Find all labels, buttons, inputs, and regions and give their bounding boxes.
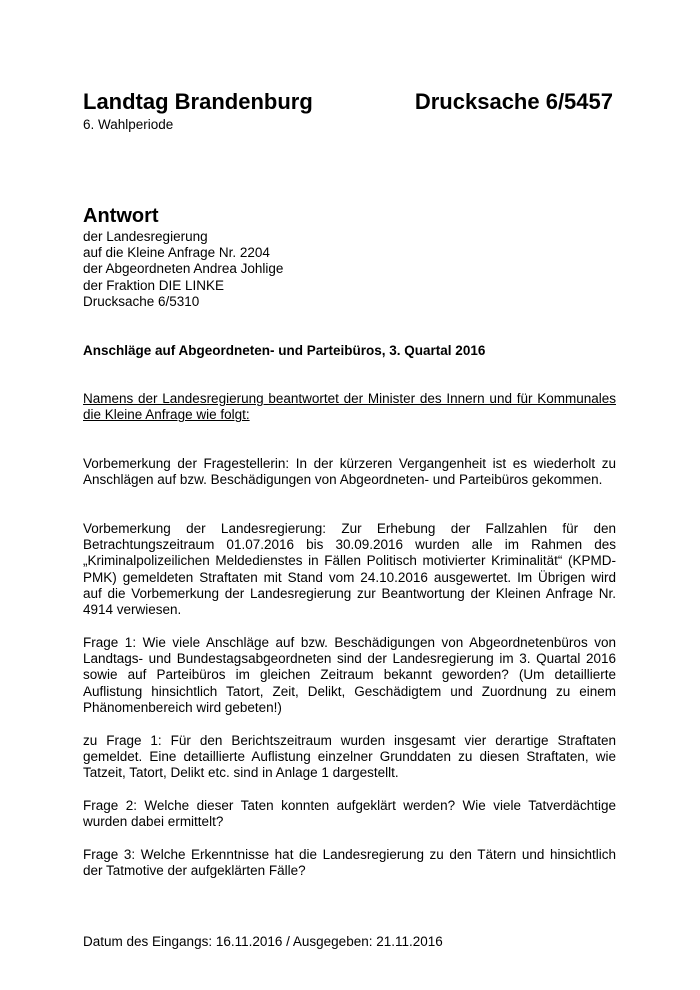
parliament-name: Landtag Brandenburg xyxy=(83,89,313,114)
answer-line: der Fraktion DIE LINKE xyxy=(83,277,225,293)
intro-paragraph: Namens der Landesregierung beantwortet der Minister des Innern und für Kommunales die Kleine Anfrage wie folgt: xyxy=(83,391,616,423)
answer-block xyxy=(83,203,283,310)
legislative-period: 6. Wahlperiode xyxy=(83,117,174,132)
preliminary-remark-government: Vorbemerkung der Landesregierung: Zur Erhebung der Fallzahlen für den Betrachtungszeitraum 01.07.2016 bis 30.09.2016 wurden alle im Rahmen des „Kriminalpolizeilichen Meldedienstes in Fällen Politisch motivierter Kriminalität“ (KPMD-PMK) gemeldeten Straftaten mit Stand vom 24.10.2016 ausgewertet. Im Übrigen wird auf die Vorbemerkung der Landesregierung zur Beantwortung der Kleinen Anfrage Nr. 4914 verwiesen. xyxy=(83,521,616,618)
answer-line: der Abgeordneten Andrea Johlige xyxy=(83,261,284,277)
question-2: Frage 2: Welche dieser Taten konnten aufgeklärt werden? Wie viele Tatverdächtige wurden dabei ermittelt? xyxy=(83,798,616,830)
answer-line: auf die Kleine Anfrage Nr. 2204 xyxy=(83,245,270,261)
answer-1: zu Frage 1: Für den Berichtszeitraum wurden insgesamt vier derartige Straftaten gemeldet. Eine detaillierte Auflistung einzelner Grunddaten zu diesen Straftaten, wie Tatzeit, Tatort, Delikt etc. sind in Anlage 1 dargestellt. xyxy=(83,733,616,781)
answer-line: Drucksache 6/5310 xyxy=(83,293,200,309)
document-header xyxy=(83,88,613,133)
document-number: Drucksache 6/5457 xyxy=(414,89,613,114)
subject-heading: Anschläge auf Abgeordneten- und Parteibüros, 3. Quartal 2016 xyxy=(83,343,486,358)
answer-title: Antwort xyxy=(83,205,159,227)
footer-dates: Datum des Eingangs: 16.11.2016 / Ausgegeben: 21.11.2016 xyxy=(83,934,443,949)
question-3: Frage 3: Welche Erkenntnisse hat die Landesregierung zu den Tätern und hinsichtlich der Tatmotive der aufgeklärten Fälle? xyxy=(83,847,616,879)
preliminary-remark-questioner: Vorbemerkung der Fragestellerin: In der kürzeren Vergangenheit ist es wiederholt zu Anschlägen auf bzw. Beschädigungen von Abgeordneten- und Parteibüros gekommen. xyxy=(83,456,616,488)
answer-line: der Landesregierung xyxy=(83,229,208,244)
question-1: Frage 1: Wie viele Anschläge auf bzw. Beschädigungen von Abgeordnetenbüros von Landtags- und Bundestagsabgeordneten sind der Landesregierung im 3. Quartal 2016 sowie auf Parteibüros im gleichen Zeitraum bekannt geworden? (Um detaillierte Auflistung hinsichtlich Tatort, Zeit, Delikt, Geschädigtem und Zuordnung zu einem Phänomenbereich wird gebeten!) xyxy=(83,635,616,715)
